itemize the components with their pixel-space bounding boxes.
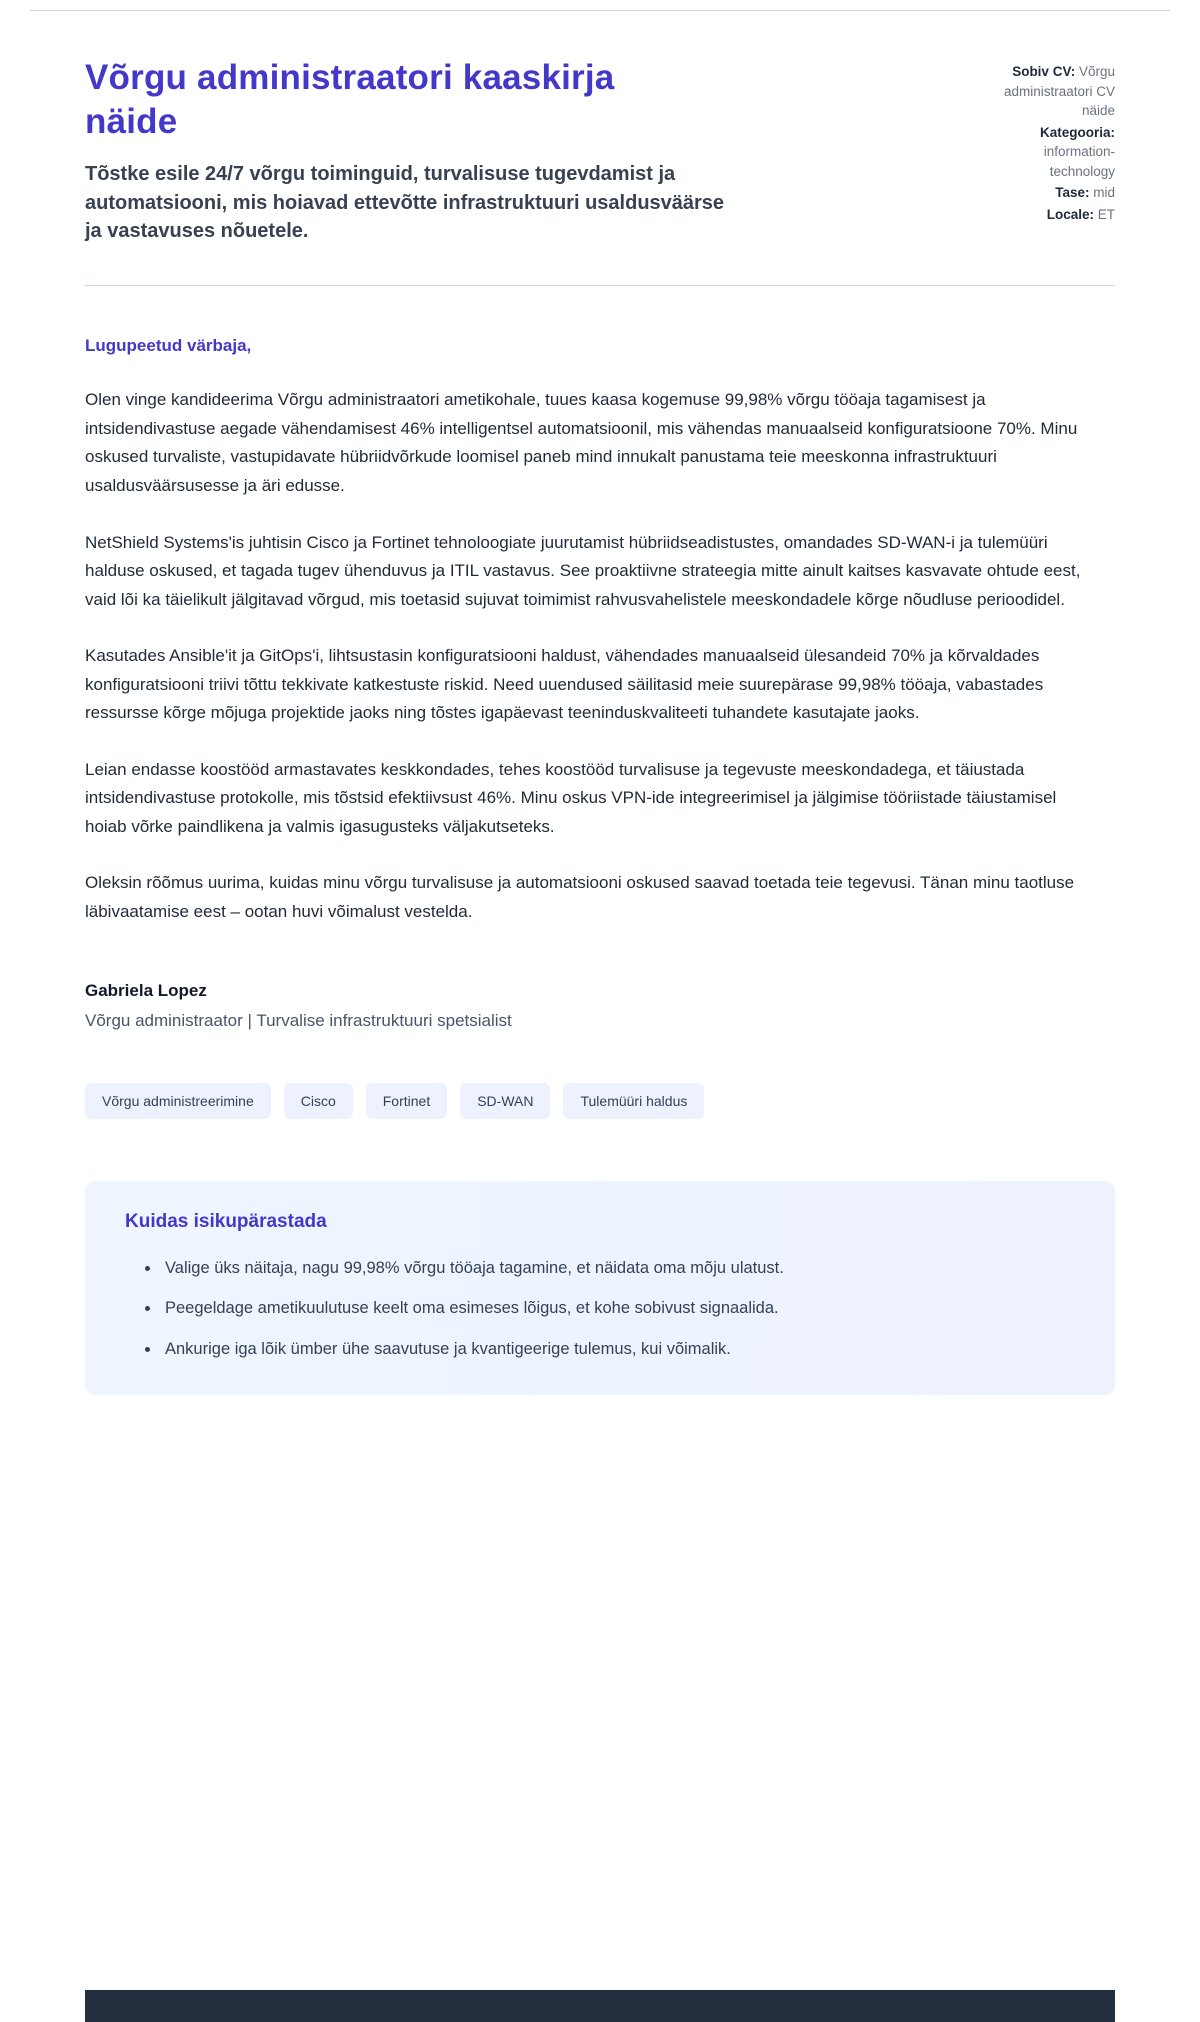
header-text-block [85, 56, 735, 245]
skill-tags [85, 1083, 1115, 1119]
signature-role: Võrgu administraator | Turvalise infrastruktuuri spetsialist [85, 1010, 512, 1030]
letter-paragraph: NetShield Systems'is juhtisin Cisco ja Fortinet tehnoloogiate juurutamist hübriidseadistustes, omandades SD-WAN-i ja tulemüüri halduse oskused, et tagada tugev ühenduvus ja ITIL vastavus. See proaktiivne strateegia mitte ainult kaitses kasvavate ohtude eest, vaid lõi ka täielikult jälgitavad võrgud, mis toetasid sujuvat toimimist rahvusvahelistele meeskondadele kõrge nõudluse perioodidel. [85, 532, 1081, 609]
meta-label: Sobiv CV: [1012, 64, 1076, 79]
letter-paragraph: Kasutades Ansible'it ja GitOps'i, lihtsustasin konfiguratsiooni haldust, vähendades manuaalseid ülesandeid 70% ja kõrvaldades konfiguratsiooni triivi tõttu tekkivate katkestuste riskid. Need uuendused säilitasid meie suurepärase 99,98% tööaja, vabastades ressursse kõrge mõjuga projektide jaoks ning tõstes igapäevast teeninduskvaliteeti tuhandete kasutajate jaoks. [85, 646, 1044, 723]
page-container [85, 11, 1115, 1395]
tip-item: • Peegeldage ametikuulutuse keelt oma esimeses lõigus, et kohe sobivust signaalida. [161, 1295, 1079, 1322]
meta-value: ET [1097, 206, 1115, 222]
tag-fortinet[interactable]: Fortinet [366, 1083, 447, 1119]
meta-item-level [987, 183, 1115, 203]
meta-item-matching-cv [987, 62, 1115, 121]
signature-block [85, 981, 1115, 1031]
letter-paragraph: Leian endasse koostööd armastavates keskkondades, tehes koostööd turvalisuse ja tegevuste meeskondadega, et täiustada intsidendivastuse protokolle, mis tõstsid efektiivsust 46%. Minu oskus VPN-ide integreerimisel ja jälgimise tööriistade täiustamisel hoiab võrke paindlikena ja valmis igasugusteks väljakutseteks. [85, 759, 1057, 836]
meta-item-category [987, 123, 1115, 182]
meta-item-locale [987, 205, 1115, 225]
header-divider [85, 285, 1115, 286]
tag-network-administration[interactable]: Võrgu administreerimine [85, 1083, 271, 1119]
tip-item: • Ankurige iga lõik ümber ühe saavutuse ja kvantigeerige tulemus, kui võimalik. [161, 1336, 1079, 1363]
meta-label: Kategooria: [1039, 124, 1115, 140]
tips-title: Kuidas isikupärastada [125, 1210, 327, 1232]
letter-paragraph: Oleksin rõõmus uurima, kuidas minu võrgu turvalisuse ja automatsiooni oskused saavad toetada teie tegevusi. Tänan minu taotluse läbivaatamise eest – ootan huvi võimalust vestelda. [85, 873, 1075, 922]
header [85, 56, 1115, 245]
tip-item: • Valige üks näitaja, nagu 99,98% võrgu tööaja tagamine, et näidata oma mõju ulatust. [161, 1255, 1079, 1282]
page-subtitle: Tõstke esile 24/7 võrgu toiminguid, turvalisuse tugevdamist ja automatsiooni, mis hoiavad ettevõtte infrastruktuuri usaldusväärse ja vastavuses nõuetele. [85, 163, 725, 242]
meta-value: Võrgu administraatori CV näide [1003, 64, 1115, 119]
tag-cisco[interactable]: Cisco [284, 1083, 353, 1119]
cover-letter-body [85, 336, 1115, 1030]
salutation: Lugupeetud värbaja, [85, 336, 252, 356]
letter-paragraph: Olen vinge kandideerima Võrgu administraatori ametikohale, tuues kaasa kogemuse 99,98% võrgu tööaja tagamisest ja intsidendivastuse aegade vähendamisest 46% intelligentsel automatsioonil, mis vähendas manuaalseid konfiguratsioone 70%. Minu oskused turvaliste, vastupidavate hübriidvõrkude loomisel paneb mind innukalt panustama teie meeskonna infrastruktuuri usaldusväärsusesse ja äri edusse. [85, 390, 1078, 495]
meta-value: mid [1093, 185, 1115, 201]
meta-value: information-technology [1043, 144, 1115, 179]
personalization-tips-box [85, 1181, 1115, 1395]
tag-sd-wan[interactable]: SD-WAN [460, 1083, 550, 1119]
signature-name: Gabriela Lopez [85, 980, 207, 1000]
footer-bar [85, 1990, 1115, 2022]
tips-list [121, 1255, 1079, 1363]
page-title: Võrgu administraatori kaaskirja näide [85, 58, 615, 142]
meta-panel [987, 56, 1115, 227]
meta-label: Locale: [1046, 206, 1094, 222]
meta-label: Tase: [1055, 185, 1090, 201]
tag-firewall-management[interactable]: Tulemüüri haldus [563, 1083, 704, 1119]
